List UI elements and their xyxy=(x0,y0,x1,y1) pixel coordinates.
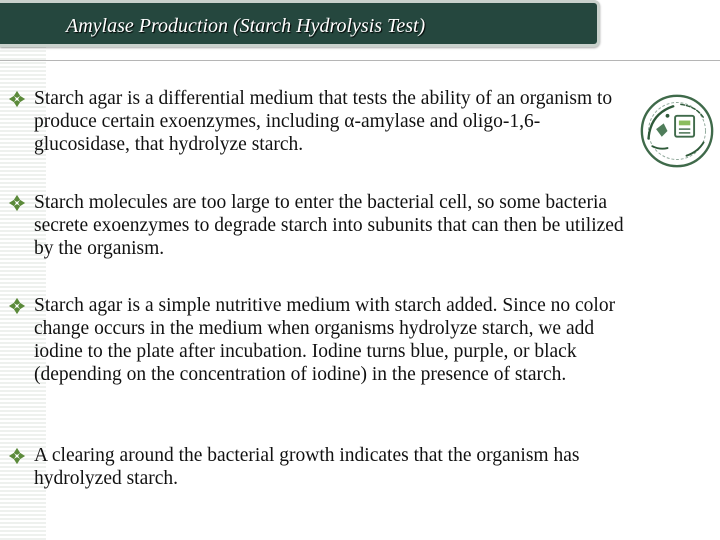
bullet-text: Starch agar is a differential medium that tests the ability of an organism to produce certain exoenzymes, including α-amylase and oligo-1,6-glucosidase, that hydrolyze starch. xyxy=(34,88,613,155)
bullet-item xyxy=(8,444,633,490)
title-divider xyxy=(0,60,720,61)
four-petal-diamond-icon xyxy=(8,194,26,212)
bullet-text: Starch agar is a simple nutritive medium with starch added. Since no color change occurs in the medium when organisms hydrolyze starch, we add iodine to the plate after incubation. Iodine turns blue, purple, or black (depending on the concentration of iodine) in the presence of starch. xyxy=(34,295,616,385)
bullet-text: A clearing around the bacterial growth indicates that the organism has hydrolyzed starch. xyxy=(34,445,580,489)
four-petal-diamond-icon xyxy=(8,297,26,315)
bullet-item xyxy=(8,87,633,156)
slide-title: Amylase Production (Starch Hydrolysis Test) xyxy=(66,15,426,37)
university-seal-logo xyxy=(638,93,716,169)
four-petal-diamond-icon xyxy=(8,90,26,108)
bullet-item xyxy=(8,191,633,260)
title-bar xyxy=(0,0,600,47)
bullet-text: Starch molecules are too large to enter the bacterial cell, so some bacteria secrete exoenzymes to degrade starch into subunits that can then be utilized by the organism. xyxy=(34,192,624,259)
bullet-item xyxy=(8,294,633,386)
four-petal-diamond-icon xyxy=(8,447,26,465)
